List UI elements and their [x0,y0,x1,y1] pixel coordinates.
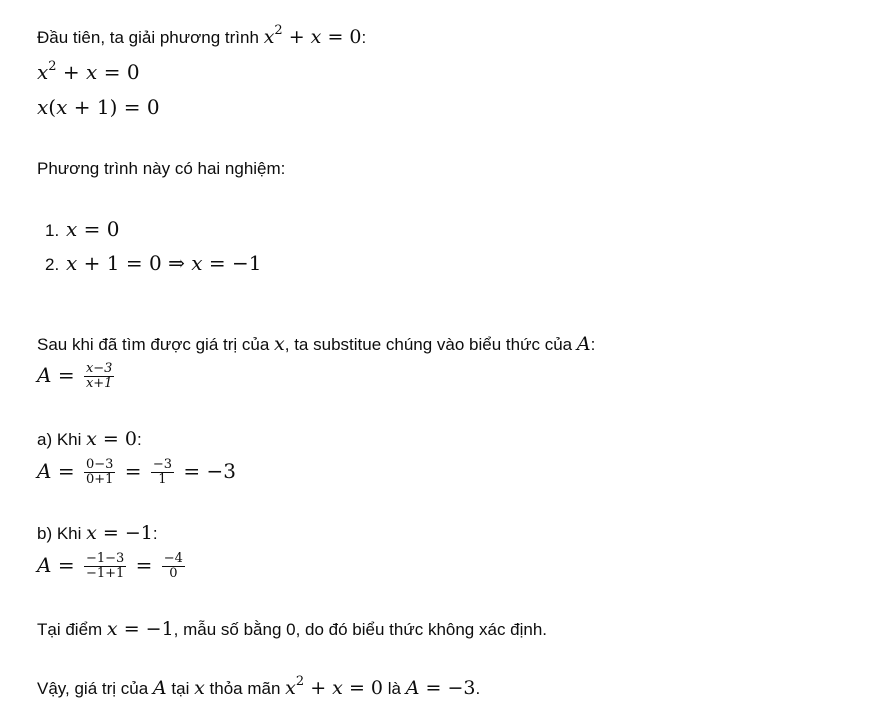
case-a-label [37,428,142,450]
case-a-condition: x = 0 [86,428,137,450]
case-b-frac1-den: −1+1 [85,566,125,581]
substitute-text-before: Sau khi đã tìm được giá trị của [37,335,270,354]
conclusion-equation: $x^2 + x = 0$ [285,674,383,699]
root-item-1: 1. x = 0 [45,217,120,241]
substitute-var: x [274,333,285,355]
case-a-equation: A = $\frac{0-3}{0+1}$ = $\frac{-3}{1}$ = −3 [37,457,236,487]
intro-equation: $x^2 + x = 0$ [263,23,362,48]
roots-intro: Phương trình này có hai nghiệm: [37,159,286,178]
intro-end: : [361,28,367,47]
conclusion-answer: A = −3 [405,677,476,699]
root-number-2: 2. [45,255,60,274]
substitute-text-middle: , ta substitue chúng vào biểu thức của [284,335,573,354]
root-number-1: 1. [45,221,60,240]
case-b-condition: x = −1 [86,522,153,544]
formula-numerator: x−3 [85,361,113,376]
case-b-end: : [152,524,158,543]
case-a-label-text: a) Khi [37,430,82,449]
note-math: x = −1 [106,618,174,640]
substitute-line [37,333,595,355]
case-b-frac1-num: −1−3 [85,551,125,566]
intro-line [37,23,367,48]
formula-lhs: A = [37,363,75,387]
formula-denominator: x+1 [85,376,113,391]
conclusion-v2: x [194,677,205,699]
case-b-fraction-2 [162,552,185,581]
step-2-equation: x(x + 1) = 0 [37,95,160,119]
case-a-frac2-den: 1 [158,472,167,487]
case-a-lhs: A = [37,459,75,483]
conclusion-t4: là [387,679,401,698]
case-b-label [37,522,158,544]
case-b-equation: A = $\frac{-1-3}{-1+1}$ = $\frac{-4}{0}$ [37,551,183,581]
conclusion-line [37,674,481,699]
case-a-frac2-num: −3 [152,457,173,472]
case-b-frac2-num: −4 [163,551,183,566]
case-b-fraction-1 [84,552,126,581]
root-item-2: 2. x + 1 = 0 ⇒ x = −1 [45,251,262,275]
formula-fraction [84,362,115,391]
conclusion-t3: thỏa mãn [209,679,281,698]
substitute-end: : [590,335,596,354]
conclusion-t2: tại [171,679,190,698]
note-text-after: , mẫu số bằng 0, do đó biểu thức không xác định. [173,620,548,639]
case-b-lhs: A = [37,553,75,577]
conclusion-t1: Vậy, giá trị của [37,679,149,698]
step-1-equation: $x^2 + x = 0$ [37,59,140,84]
case-a-frac1-num: 0−3 [85,457,114,472]
case-a-frac1-den: 0+1 [85,472,114,487]
note-line [37,618,547,640]
formula-a [37,362,117,391]
case-a-fraction-1 [84,458,115,487]
conclusion-v1: A [152,677,167,699]
case-a-result: = −3 [183,459,236,483]
note-text-before: Tại điểm [37,620,103,639]
case-a-fraction-2 [151,458,174,487]
intro-text: Đầu tiên, ta giải phương trình [37,28,259,47]
substitute-target: A [576,333,591,355]
case-b-label-text: b) Khi [37,524,82,543]
conclusion-end: . [475,679,481,698]
case-b-frac2-den: 0 [169,566,178,581]
case-a-end: : [136,430,142,449]
